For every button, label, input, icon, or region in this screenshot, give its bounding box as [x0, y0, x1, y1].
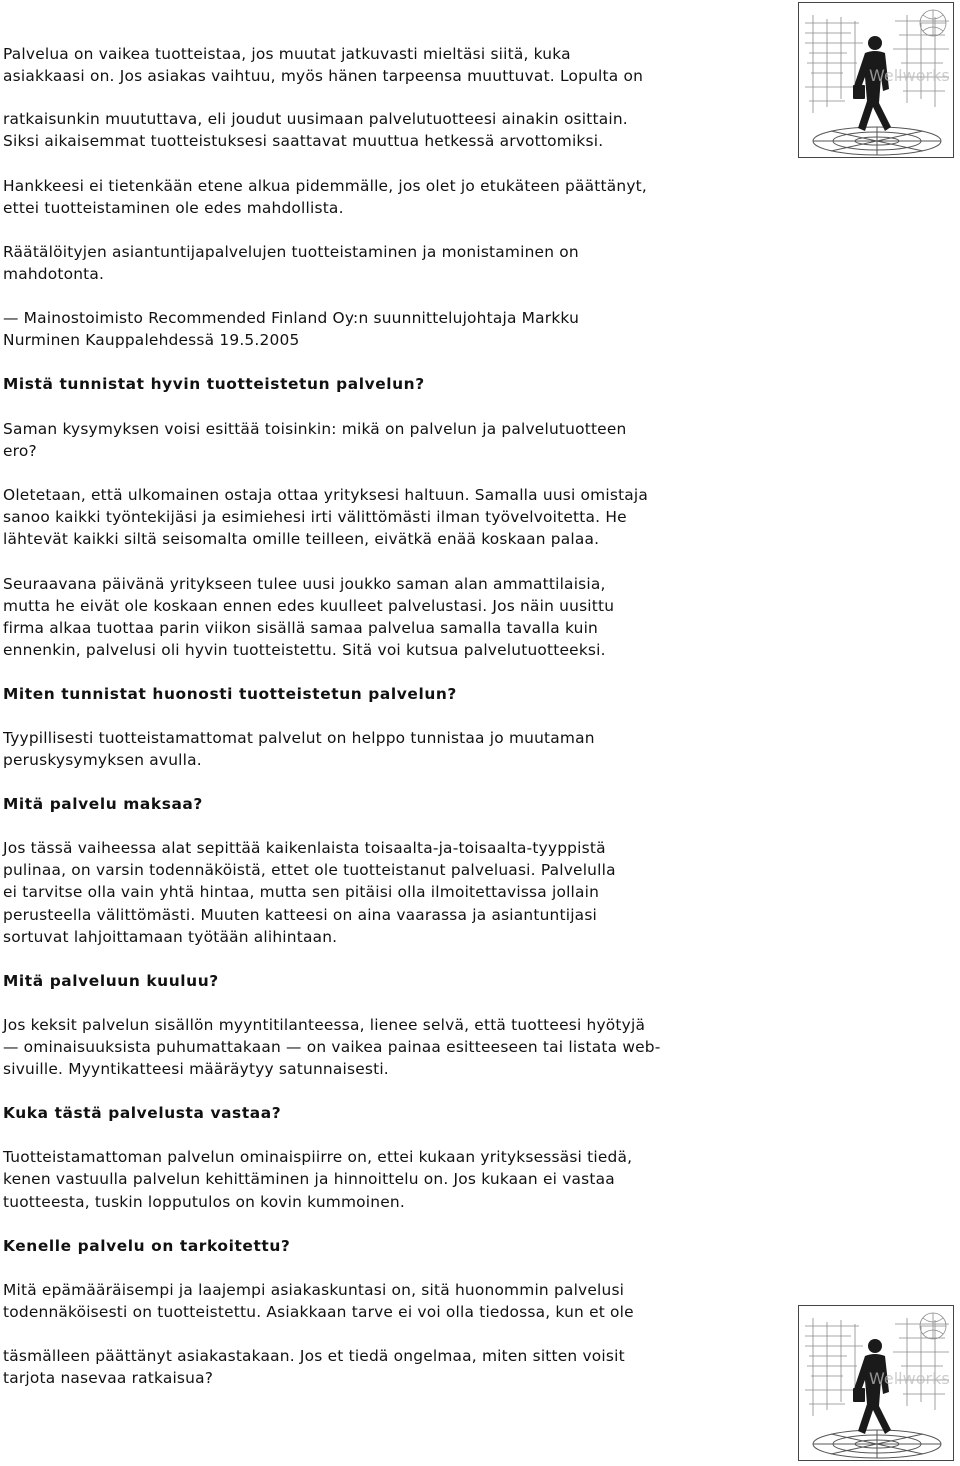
body-text-line: Seuraavana päivänä yritykseen tulee uusi joukko saman alan ammattilaisia, — [3, 575, 606, 593]
quote-attribution-line: — Mainostoimisto Recommended Finland Oy:n suunnittelujohtaja Markku — [3, 309, 580, 327]
body-text-line: mahdotonta. — [3, 265, 105, 283]
section-heading: Mitä palveluun kuuluu? — [3, 972, 219, 990]
company-logo-repeat — [798, 1305, 954, 1461]
body-text-line: Tyypillisesti tuotteistamattomat palvelut on helppo tunnistaa jo muutaman — [3, 729, 595, 747]
body-text-line: Jos tässä vaiheessa alat sepittää kaikenlaista toisaalta-ja-toisaalta-tyyppistä — [3, 839, 606, 857]
body-text-line: Hankkeesi ei tietenkään etene alkua pidemmälle, jos olet jo etukäteen päättänyt, — [3, 177, 647, 195]
body-text-line: todennäköisesti on tuotteistettu. Asiakkaan tarve ei voi olla tiedossa, kun et ole — [3, 1303, 634, 1321]
company-logo — [798, 2, 954, 158]
body-text-line: lähtevät kaikki siltä seisomalta omille teilleen, eivätkä enää koskaan palaa. — [3, 530, 600, 548]
body-text-line: kenen vastuulla palvelun kehittäminen ja hinnoittelu on. Jos kukaan ei vastaa — [3, 1170, 615, 1188]
section-heading: Miten tunnistat huonosti tuotteistetun palvelun? — [3, 685, 457, 703]
body-text-line: ero? — [3, 442, 37, 460]
section-heading: Mitä palvelu maksaa? — [3, 795, 203, 813]
body-text-line: firma alkaa tuottaa parin viikon sisällä samaa palvelua samalla tavalla kuin — [3, 619, 599, 637]
body-text-line: asiakkaasi on. Jos asiakas vaihtuu, myös hänen tarpeensa muuttuvat. Lopulta on — [3, 67, 644, 85]
body-text-line: Saman kysymyksen voisi esittää toisinkin: mikä on palvelun ja palvelutuotteen — [3, 420, 627, 438]
body-text-line: Jos keksit palvelun sisällön myyntitilanteessa, lienee selvä, että tuotteesi hyötyjä — [3, 1016, 646, 1034]
body-text-line: sortuvat lahjoittamaan työtään alihintaan. — [3, 928, 338, 946]
body-text-line: Siksi aikaisemmat tuotteistuksesi saattavat muuttua hetkessä arvottomiksi. — [3, 132, 604, 150]
body-text-line: ei tarvitse olla vain yhtä hintaa, mutta sen pitäisi olla ilmoitettavissa jollain — [3, 883, 600, 901]
body-text-line: sanoo kaikki työntekijäsi ja esimiehesi irti välittömästi ilman työvelvoitetta. He — [3, 508, 627, 526]
logo-watermark: Wellworks — [869, 66, 950, 85]
body-text-line: ennenkin, palvelusi oli hyvin tuotteistettu. Sitä voi kutsua palvelutuotteeksi. — [3, 641, 606, 659]
body-text-line: Räätälöityjen asiantuntijapalvelujen tuotteistaminen ja monistaminen on — [3, 243, 579, 261]
body-text-line: — ominaisuuksista puhumattakaan — on vaikea painaa esitteeseen tai listata web- — [3, 1038, 661, 1056]
body-text-line: ratkaisunkin muututtava, eli joudut uusimaan palvelutuotteesi ainakin osittain. — [3, 110, 628, 128]
body-text-line: pulinaa, on varsin todennäköistä, ettet ole tuotteistanut palveluasi. Palvelulla — [3, 861, 616, 879]
section-heading: Mistä tunnistat hyvin tuotteistetun palvelun? — [3, 375, 425, 393]
logo-watermark: Wellworks — [869, 1369, 950, 1388]
body-text-line: peruskysymyksen avulla. — [3, 751, 202, 769]
body-text-line: perusteella välittömästi. Muuten katteesi on aina vaarassa ja asiantuntijasi — [3, 906, 598, 924]
body-text-line: Tuotteistamattoman palvelun ominaispiirre on, ettei kukaan yrityksessäsi tiedä, — [3, 1148, 633, 1166]
walking-businessman-logo-icon — [799, 3, 954, 158]
body-text-line: Palvelua on vaikea tuotteistaa, jos muutat jatkuvasti mieltäsi siitä, kuka — [3, 45, 571, 63]
body-text-line: tarjota nasevaa ratkaisua? — [3, 1369, 214, 1387]
body-text-line: sivuille. Myyntikatteesi määräytyy satunnaisesti. — [3, 1060, 389, 1078]
section-heading: Kenelle palvelu on tarkoitettu? — [3, 1237, 291, 1255]
body-text-line: mutta he eivät ole koskaan ennen edes kuulleet palvelustasi. Jos näin uusittu — [3, 597, 615, 615]
body-text-line: Mitä epämääräisempi ja laajempi asiakaskuntasi on, sitä huonommin palvelusi — [3, 1281, 625, 1299]
body-text-line: täsmälleen päättänyt asiakastakaan. Jos et tiedä ongelmaa, miten sitten voisit — [3, 1347, 625, 1365]
section-heading: Kuka tästä palvelusta vastaa? — [3, 1104, 282, 1122]
body-text-line: tuotteesta, tuskin lopputulos on kovin kummoinen. — [3, 1193, 405, 1211]
walking-businessman-logo-icon — [799, 1306, 954, 1461]
body-text-line: Oletetaan, että ulkomainen ostaja ottaa yrityksesi haltuun. Samalla uusi omistaja — [3, 486, 649, 504]
quote-attribution-line: Nurminen Kauppalehdessä 19.5.2005 — [3, 331, 300, 349]
body-text-line: ettei tuotteistaminen ole edes mahdollista. — [3, 199, 344, 217]
